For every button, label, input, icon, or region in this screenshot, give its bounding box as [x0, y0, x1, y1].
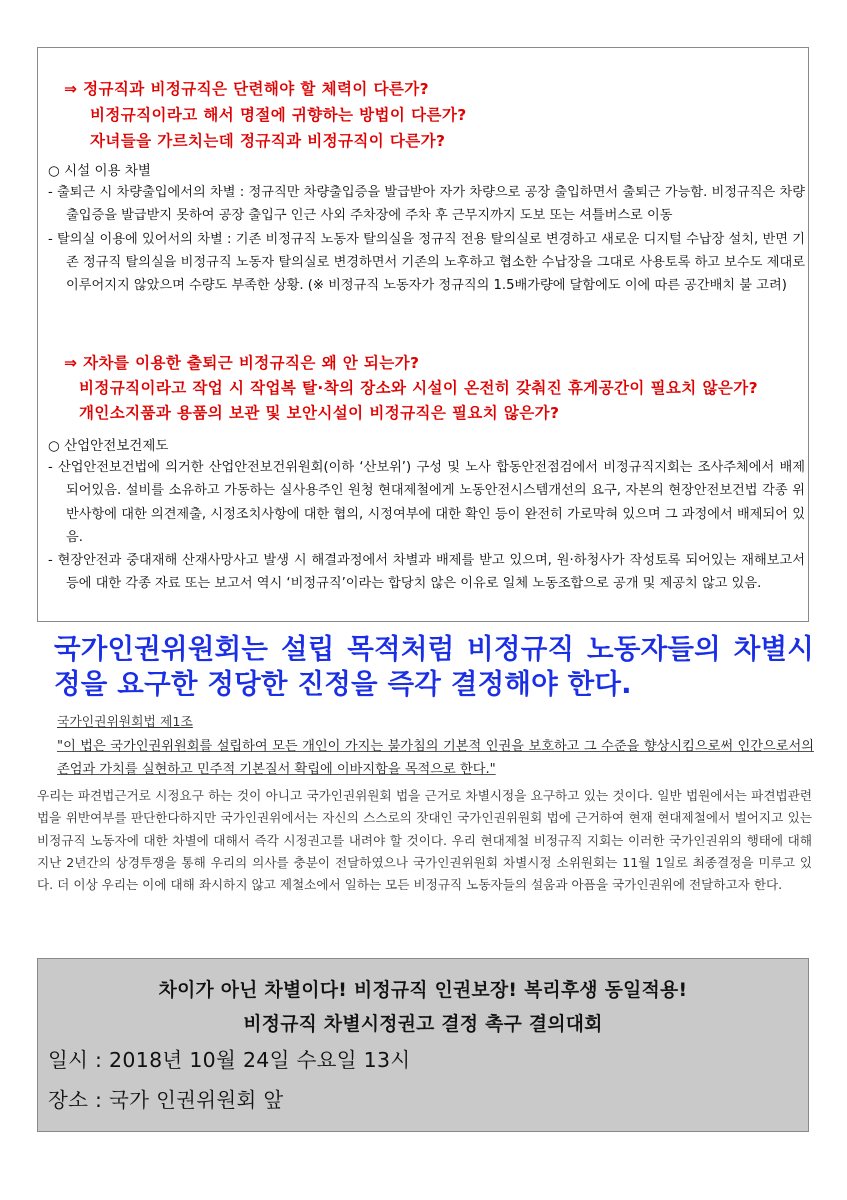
law-quote [57, 735, 814, 781]
banner-event-title: 비정규직 차별시정권고 결정 촉구 결의대회 [243, 1014, 603, 1035]
rally-banner [37, 958, 809, 1132]
facility-item-locker: - 탈의실 이용에 있어서의 차별 : 기존 비정규직 노동자 탈의실을 정규직 전용 탈의실로 변경하고 새로운 디지털 수납장 설치, 반면 기존 정규직 탈의실을 비정규직 노동자 탈의실로 변경하면서 기존의 노후하고 협소한 수납장을 그대로 사용토록 하고 보수도 제대로 이루어지지 않았으며 수량도 부족한 상황. (※ 비정규직 노동자가 정규직의 1.5배가량에 달함에도 이에 따른 공간배치 불 고려) [48, 231, 805, 294]
body-paragraph: 우리는 파견법근거로 시정요구 하는 것이 아니고 국가인권위원회 법을 근거로 차별시정을 요구하고 있는 것이다. 일반 법원에서는 파견법관련 법을 위반여부를 판단한다하지만 국가인권위에서는 자신의 스스로의 잣대인 국가인권위원회 법에 근거하여 현재 현대제철에서 벌어지고 있는 비정규직 노동자에 대한 차별에 대해서 즉각 시정권고를 내려야 할 것이다. 우리 현대제철 비정규직 지회는 이러한 국가인권위의 행태에 대해 지난 2년간의 상경투쟁을 통해 우리의 의사를 충분이 전달하였으나 국가인권위원회 차별시정 소위원회는 11월 1일로 최종결정을 미루고 있다. 더 이상 우리는 이에 대해 좌시하지 않고 제철소에서 일하는 모든 비정규직 노동자들의 설움과 아픔을 국가인권위에 전달하고자 한다. [37, 788, 812, 893]
question-line-2-1: ⇒ 자차를 이용한 출퇴근 비정규직은 왜 안 되는가? [64, 354, 420, 372]
discrimination-box [37, 47, 809, 622]
law-title: 국가인권위원회법 제1조 [57, 715, 193, 730]
facility-item-vehicle: - 출퇴근 시 차량출입에서의 차별 : 정규직만 차량출입증을 발급받아 자가 차량으로 공장 출입하면서 출퇴근 가능함. 비정규직은 차량 출입증을 발급받지 못하여 공장 출입구 인근 사외 주차장에 주차 후 근무지까지 도보 또는 셔틀버스로 이동 [48, 185, 805, 224]
facility-heading: ○ 시설 이용 차별 [48, 163, 151, 179]
banner-place: 장소 : 국가 인권위원회 앞 [48, 1088, 284, 1112]
law-quote-text: "이 법은 국가인권위원회를 설립하여 모든 개인이 가지는 불가침의 기본적 인권을 보호하고 그 수준을 향상시킴으로써 인간으로서의 존엄과 가치를 실현하고 민주적 기본질서 확립에 이바지함을 목적으로 한다." [57, 739, 814, 777]
question-line-1-3: 자녀들을 가르치는데 정규직과 비정규직이 다른가? [90, 132, 446, 150]
safety-list [48, 456, 805, 596]
question-line-1-1: ⇒ 정규직과 비정규직은 단련해야 할 체력이 다른가? [64, 80, 430, 98]
safety-item-committee: - 산업안전보건법에 의거한 산업안전보건위원회(이하 ‘산보위’) 구성 및 노사 합동안전점검에서 비정규직지회는 조사주체에서 배제되어있음. 설비를 소유하고 가동하는 실사용주인 원청 현대제철에게 노동안전시스템개선의 요구, 자본의 현장안전보건법 각종 위반사항에 대한 의견제출, 시정조치사항에 대한 협의, 시정여부에 대한 확인 등이 완전히 가로막혀 있으며 그 과정에서 배제되어 있음. [48, 460, 805, 545]
main-headline: 국가인권위원회는 설립 목적처럼 비정규직 노동자들의 차별시정을 요구한 정당한 진정을 즉각 결정해야 한다. [54, 633, 814, 700]
safety-heading: ○ 산업안전보건제도 [48, 438, 169, 454]
banner-date: 일시 : 2018년 10월 24일 수요일 13시 [48, 1048, 411, 1072]
facility-list [48, 181, 805, 297]
question-line-2-2: 비정규직이라고 작업 시 작업복 탈·착의 장소와 시설이 온전히 갖춰진 휴게공간이 필요치 않은가? [79, 379, 758, 397]
safety-item-report: - 현장안전과 중대재해 산재사망사고 발생 시 해결과정에서 차별과 배제를 받고 있으며, 원·하청사가 작성토록 되어있는 재해보고서 등에 대한 각종 자료 또는 보고서 역시 ‘비정규직’이라는 합당치 않은 이유로 일체 노동조합으로 공개 및 제공치 않고 있음. [48, 553, 805, 592]
banner-slogan: 차이가 아닌 차별이다! 비정규직 인권보장! 복리후생 동일적용! [158, 980, 688, 1001]
question-line-2-3: 개인소지품과 용품의 보관 및 보안시설이 비정규직은 필요치 않은가? [79, 404, 560, 422]
question-line-1-2: 비정규직이라고 해서 명절에 귀향하는 방법이 다른가? [90, 106, 467, 124]
